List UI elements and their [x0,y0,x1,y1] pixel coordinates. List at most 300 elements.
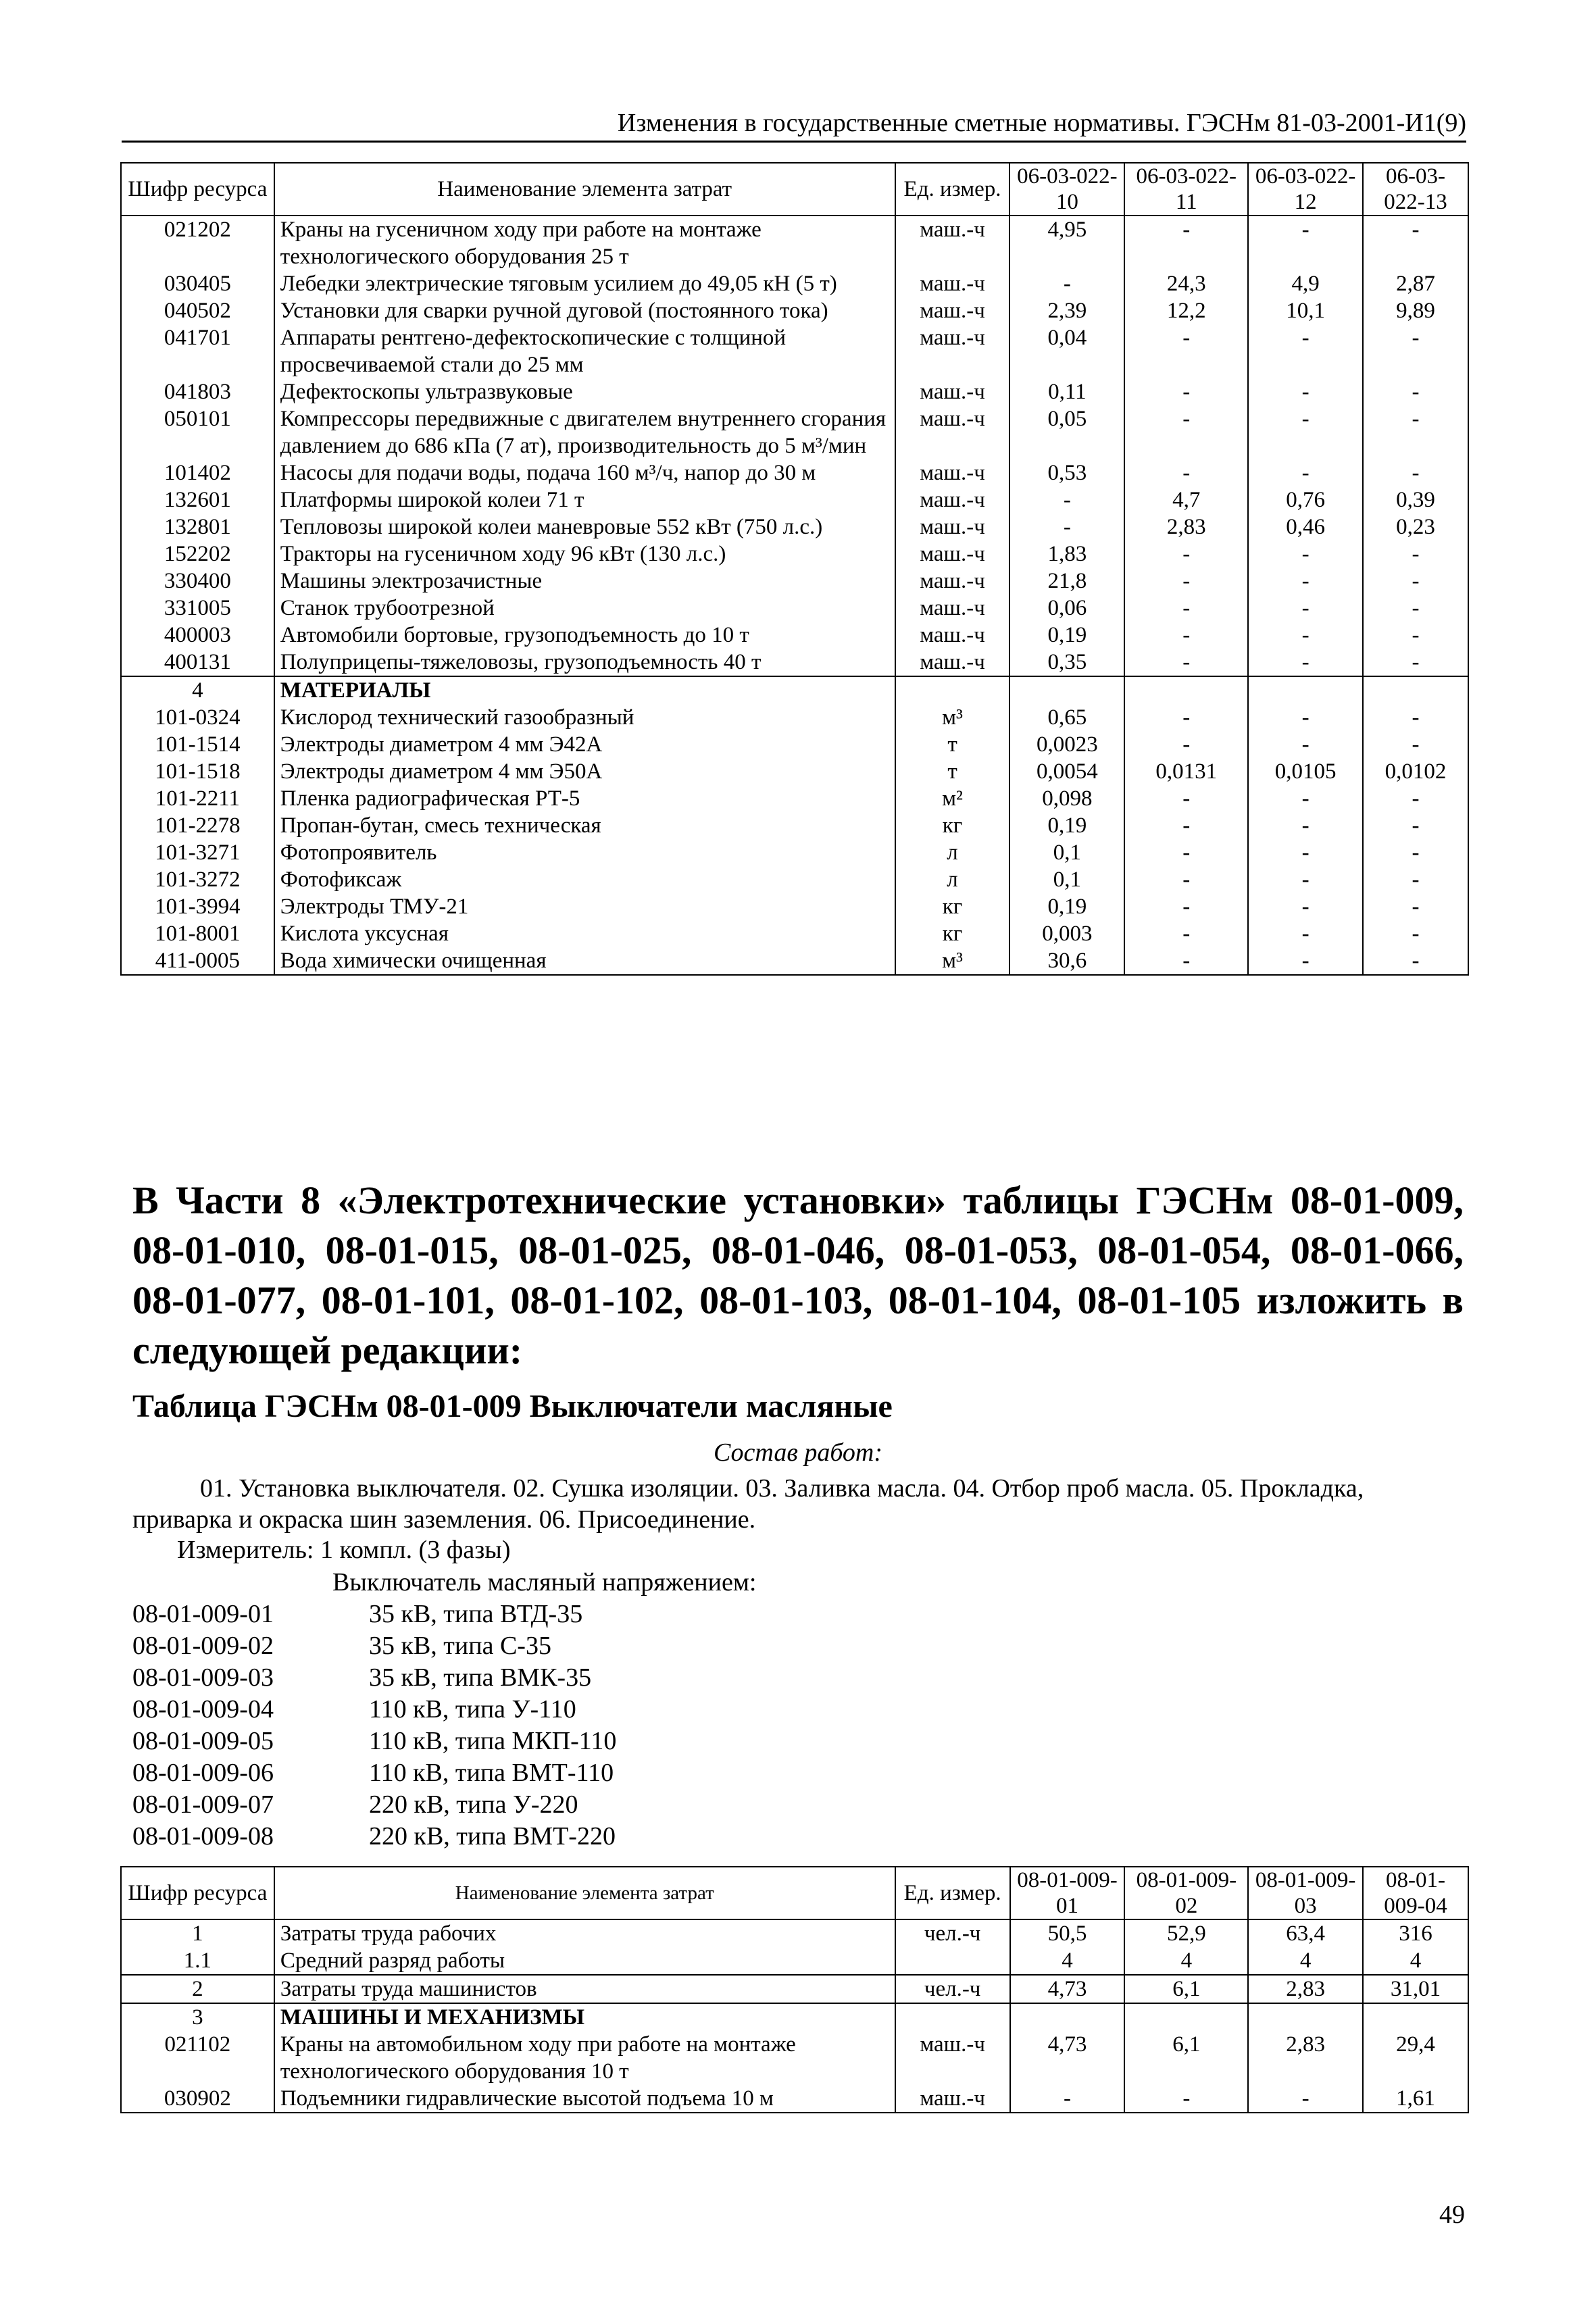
resource-table-08-01-009 [120,1866,1469,2113]
table-row [121,1947,1468,1975]
row-name: Машины электрозачистные [274,568,895,595]
row-unit: маш.-ч [895,2085,1010,2113]
variant-desc: 220 кВ, типа У-220 [369,1790,578,1819]
row-name: Фотофиксаж [274,866,895,893]
row-value-1: 1,83 [1009,540,1124,568]
row-name: Пленка радиографическая РТ-5 [274,785,895,812]
row-code: 4 [121,676,274,704]
resource-table-06-03-022 [120,162,1469,976]
list-item [132,1821,616,1853]
row-code: 1.1 [121,1947,274,1975]
row-value-3 [1248,676,1363,704]
row-code: 331005 [121,595,274,622]
row-code: 101-2278 [121,812,274,839]
row-code: 030405 [121,270,274,297]
col-norm-1-header: 06-03-022-10 [1009,163,1124,216]
row-code: 041803 [121,378,274,405]
row-unit: маш.-ч [895,622,1010,649]
row-value-1: 4,95 [1009,216,1124,270]
row-name: Подъемники гидравлические высотой подъема 10 м [274,2085,895,2113]
row-value-2 [1124,676,1248,704]
row-code: 132801 [121,513,274,540]
row-value-4: 2,87 [1363,270,1468,297]
col-norm-4-header: 08-01-009-04 [1363,1867,1468,1919]
row-value-2: - [1124,839,1248,866]
row-code: 101-1514 [121,731,274,758]
row-unit: маш.-ч [895,486,1010,513]
row-value-1: 0,06 [1009,595,1124,622]
row-value-4: - [1363,378,1468,405]
row-unit: кг [895,812,1010,839]
row-value-1: 0,35 [1009,649,1124,676]
row-value-4: - [1363,649,1468,676]
col-norm-3-header: 08-01-009-03 [1248,1867,1363,1919]
row-name: Установки для сварки ручной дуговой (постоянного тока) [274,297,895,324]
variant-code: 08-01-009-07 [132,1790,274,1819]
row-value-3: - [1248,595,1363,622]
row-value-3: - [1248,839,1363,866]
row-unit: маш.-ч [895,297,1010,324]
table-row [121,649,1468,676]
row-value-1: 21,8 [1009,568,1124,595]
row-value-4: - [1363,622,1468,649]
row-code: 3 [121,2003,274,2031]
table-row [121,459,1468,486]
row-value-1: - [1009,513,1124,540]
row-value-3: 63,4 [1248,1919,1363,1947]
row-value-1: 0,53 [1009,459,1124,486]
row-code: 040502 [121,297,274,324]
row-unit: маш.-ч [895,513,1010,540]
table-row [121,920,1468,947]
col-unit-header: Ед. измер. [895,1867,1010,1919]
row-code: 101-2211 [121,785,274,812]
row-value-2: - [1124,731,1248,758]
row-value-2: 52,9 [1124,1919,1248,1947]
row-name: Тракторы на гусеничном ходу 96 кВт (130 л.с.) [274,540,895,568]
row-unit: т [895,758,1010,785]
page-header [122,108,1466,143]
table-row [121,2003,1468,2031]
row-name: Полуприцепы-тяжеловозы, грузоподъемность 40 т [274,649,895,676]
row-value-2: - [1124,595,1248,622]
table-row [121,731,1468,758]
row-value-1: 0,65 [1009,704,1124,731]
col-name-header: Наименование элемента затрат [274,1867,895,1919]
table-row [121,676,1468,704]
row-code: 101-3994 [121,893,274,920]
row-code: 400003 [121,622,274,649]
row-name: Кислота уксусная [274,920,895,947]
table-row [121,405,1468,459]
row-value-3: 0,76 [1248,486,1363,513]
table-row [121,785,1468,812]
row-value-3: 0,46 [1248,513,1363,540]
row-code: 330400 [121,568,274,595]
row-value-1: 50,5 [1010,1919,1125,1947]
row-value-1: 30,6 [1009,947,1124,975]
list-item [132,1694,616,1726]
table-row [121,324,1468,378]
row-unit: чел.-ч [895,1919,1010,1947]
row-value-2: 6,1 [1124,2031,1248,2085]
variant-code: 08-01-009-04 [132,1695,274,1724]
row-value-1: - [1009,270,1124,297]
row-unit: маш.-ч [895,540,1010,568]
row-value-4: - [1363,812,1468,839]
table-row [121,866,1468,893]
col-code-header: Шифр ресурса [121,1867,274,1919]
row-name: Станок трубоотрезной [274,595,895,622]
row-value-4: - [1363,459,1468,486]
row-code: 041701 [121,324,274,378]
row-value-4: - [1363,216,1468,270]
row-value-1: 0,003 [1009,920,1124,947]
row-name: Электроды диаметром 4 мм Э42А [274,731,895,758]
row-value-3: 2,83 [1248,1975,1363,2003]
variant-code: 08-01-009-06 [132,1759,274,1787]
col-norm-2-header: 08-01-009-02 [1124,1867,1248,1919]
table-row [121,704,1468,731]
row-value-4: - [1363,595,1468,622]
meter-text: Измеритель: 1 компл. (3 фазы) [177,1536,511,1564]
variant-desc: 110 кВ, типа МКП-110 [369,1727,617,1755]
row-value-3: - [1248,704,1363,731]
row-value-3: 0,0105 [1248,758,1363,785]
row-unit: м² [895,785,1010,812]
row-code: 2 [121,1975,274,2003]
row-value-1 [1009,676,1124,704]
row-value-2: - [1124,947,1248,975]
col-norm-3-header: 06-03-022-12 [1248,163,1363,216]
table-row [121,378,1468,405]
row-value-1: 0,19 [1009,622,1124,649]
table-row [121,270,1468,297]
row-code: 132601 [121,486,274,513]
list-item [132,1662,616,1694]
row-value-4: - [1363,324,1468,378]
row-name: МАТЕРИАЛЫ [274,676,895,704]
row-value-4 [1363,2003,1468,2031]
table-header-row [121,163,1468,216]
row-value-2: - [1124,785,1248,812]
row-code: 050101 [121,405,274,459]
row-unit: м³ [895,704,1010,731]
row-unit: л [895,839,1010,866]
row-value-2: - [1124,866,1248,893]
row-value-1: 0,11 [1009,378,1124,405]
row-value-1: 0,1 [1009,839,1124,866]
row-code: 411-0005 [121,947,274,975]
row-value-3: - [1248,649,1363,676]
table-row [121,486,1468,513]
row-name: Вода химически очищенная [274,947,895,975]
row-unit: чел.-ч [895,1975,1010,2003]
row-unit: кг [895,920,1010,947]
variant-code: 08-01-009-05 [132,1727,274,1755]
variant-code: 08-01-009-01 [132,1600,274,1628]
row-name: МАШИНЫ И МЕХАНИЗМЫ [274,2003,895,2031]
row-value-2: - [1124,459,1248,486]
row-unit: маш.-ч [895,459,1010,486]
section-heading: В Части 8 «Электротехнические установки» таблицы ГЭСНм 08-01-009, 08-01-010, 08-01-015, 08-01-025, 08-01-046, 08-01-053, 08-01-054, 08-01-066, 08-01-077, 08-01-101, 08-01-102, 08-01-103, 08-01-104, 08-01-105 изложить в следующей редакции: [132,1178,1464,1372]
row-value-4: 0,39 [1363,486,1468,513]
row-value-3 [1248,2003,1363,2031]
row-value-2: - [1124,216,1248,270]
row-value-1: 0,19 [1009,812,1124,839]
row-name: Электроды ТМУ-21 [274,893,895,920]
table-row [121,1919,1468,1947]
col-code-header: Шифр ресурса [121,163,274,216]
row-unit: маш.-ч [895,2031,1010,2085]
table-row [121,839,1468,866]
row-value-3: - [1248,947,1363,975]
row-value-2: - [1124,704,1248,731]
row-value-2: 6,1 [1124,1975,1248,2003]
row-value-2: - [1124,324,1248,378]
table-row [121,297,1468,324]
row-value-1: 0,098 [1009,785,1124,812]
row-value-3: - [1248,785,1363,812]
row-name: Затраты труда рабочих [274,1919,895,1947]
table-title: Таблица ГЭСНм 08-01-009 Выключатели масляные [132,1388,893,1424]
row-value-4: 316 [1363,1919,1468,1947]
row-value-2: 24,3 [1124,270,1248,297]
row-value-3: - [1248,893,1363,920]
row-value-4: - [1363,893,1468,920]
table-header-row [121,1867,1468,1919]
row-name: Краны на автомобильном ходу при работе на монтаже технологического оборудования 10 т [274,2031,895,2085]
table-row [121,812,1468,839]
row-value-4: 31,01 [1363,1975,1468,2003]
row-value-4: - [1363,920,1468,947]
row-value-4: 0,0102 [1363,758,1468,785]
row-value-4: - [1363,704,1468,731]
table-row [121,568,1468,595]
row-value-4: 29,4 [1363,2031,1468,2085]
page-number: 49 [1439,2200,1465,2229]
row-value-1: 4,73 [1010,2031,1125,2085]
row-value-3: 2,83 [1248,2031,1363,2085]
row-unit: маш.-ч [895,568,1010,595]
row-value-3: - [1248,622,1363,649]
row-unit: маш.-ч [895,405,1010,459]
composition-label: Состав работ: [713,1438,883,1467]
table-row [121,1975,1468,2003]
col-name-header: Наименование элемента затрат [274,163,895,216]
row-value-1: 4 [1010,1947,1125,1975]
row-unit [895,676,1010,704]
row-value-4: 0,23 [1363,513,1468,540]
row-value-3: - [1248,459,1363,486]
row-value-2: - [1124,378,1248,405]
row-value-4: - [1363,731,1468,758]
row-value-4: 1,61 [1363,2085,1468,2113]
row-unit: т [895,731,1010,758]
row-value-3: - [1248,378,1363,405]
variant-code: 08-01-009-03 [132,1663,274,1692]
table-row [121,2085,1468,2113]
table-row [121,216,1468,270]
row-value-1: 2,39 [1009,297,1124,324]
row-name: Дефектоскопы ультразвуковые [274,378,895,405]
col-norm-4-header: 06-03-022-13 [1363,163,1468,216]
row-value-1: - [1010,2085,1125,2113]
row-value-2: - [1124,812,1248,839]
row-code: 030902 [121,2085,274,2113]
col-norm-2-header: 06-03-022-11 [1124,163,1248,216]
row-value-4: - [1363,866,1468,893]
list-item [132,1599,616,1630]
row-unit: маш.-ч [895,378,1010,405]
header-text: Изменения в государственные сметные нормативы. ГЭСНм 81-03-2001-И1(9) [617,109,1466,137]
row-value-1 [1010,2003,1125,2031]
row-unit: кг [895,893,1010,920]
variant-desc: 110 кВ, типа У-110 [369,1695,576,1724]
row-name: Тепловозы широкой колеи маневровые 552 кВт (750 л.с.) [274,513,895,540]
row-value-4: 4 [1363,1947,1468,1975]
row-value-2: - [1124,540,1248,568]
row-name: Автомобили бортовые, грузоподъемность до 10 т [274,622,895,649]
row-value-2: - [1124,893,1248,920]
row-name: Компрессоры передвижные с двигателем внутреннего сгорания давлением до 686 кПа (7 ат), производительность до 5 м³/мин [274,405,895,459]
row-value-1: 0,1 [1009,866,1124,893]
list-item [132,1757,616,1789]
row-value-4: - [1363,839,1468,866]
row-value-4: 9,89 [1363,297,1468,324]
row-value-3: 4 [1248,1947,1363,1975]
row-code: 152202 [121,540,274,568]
row-name: Краны на гусеничном ходу при работе на монтаже технологического оборудования 25 т [274,216,895,270]
row-value-1: 0,19 [1009,893,1124,920]
row-value-2: 2,83 [1124,513,1248,540]
row-name: Насосы для подачи воды, подача 160 м³/ч, напор до 30 м [274,459,895,486]
row-unit: маш.-ч [895,324,1010,378]
row-code: 101-8001 [121,920,274,947]
col-norm-1-header: 08-01-009-01 [1010,1867,1125,1919]
work-composition-text: 01. Установка выключателя. 02. Сушка изоляции. 03. Заливка масла. 04. Отбор проб масла. 05. Прокладка, приварка и окраска шин заземления. 06. Присоединение. [132,1474,1364,1534]
row-code: 021102 [121,2031,274,2085]
row-value-1: - [1009,486,1124,513]
row-name: Кислород технический газообразный [274,704,895,731]
row-value-4: - [1363,568,1468,595]
table-row [121,595,1468,622]
table-body [121,216,1468,975]
variants-title: Выключатель масляный напряжением: [332,1568,757,1596]
row-value-3: - [1248,216,1363,270]
row-name: Платформы широкой колеи 71 т [274,486,895,513]
variant-code: 08-01-009-08 [132,1822,274,1851]
table-row [121,2031,1468,2085]
row-value-3: - [1248,866,1363,893]
row-name: Пропан-бутан, смесь техническая [274,812,895,839]
row-unit: маш.-ч [895,649,1010,676]
table-row [121,622,1468,649]
row-value-3: - [1248,731,1363,758]
row-value-1: 0,0023 [1009,731,1124,758]
table-row [121,513,1468,540]
variant-code: 08-01-009-02 [132,1632,274,1660]
row-unit: маш.-ч [895,270,1010,297]
row-unit: м³ [895,947,1010,975]
variant-desc: 110 кВ, типа ВМТ-110 [369,1759,614,1787]
row-code: 400131 [121,649,274,676]
variant-desc: 35 кВ, типа С-35 [369,1632,551,1660]
row-value-2: - [1124,920,1248,947]
row-value-2: 0,0131 [1124,758,1248,785]
col-unit-header: Ед. измер. [895,163,1010,216]
row-value-2: - [1124,622,1248,649]
row-value-3: - [1248,568,1363,595]
table-row [121,540,1468,568]
row-value-3: - [1248,324,1363,378]
row-value-1: 0,0054 [1009,758,1124,785]
row-code: 101-1518 [121,758,274,785]
variant-desc: 220 кВ, типа ВМТ-220 [369,1822,616,1851]
list-item [132,1726,616,1757]
row-value-4: - [1363,947,1468,975]
table-row [121,758,1468,785]
row-value-3: - [1248,812,1363,839]
row-code: 021202 [121,216,274,270]
row-unit: л [895,866,1010,893]
list-item [132,1630,616,1662]
variant-desc: 35 кВ, типа ВМК-35 [369,1663,592,1692]
row-value-4: - [1363,405,1468,459]
row-value-2: 12,2 [1124,297,1248,324]
row-code: 101-0324 [121,704,274,731]
row-name: Средний разряд работы [274,1947,895,1975]
row-name: Лебедки электрические тяговым усилием до 49,05 кН (5 т) [274,270,895,297]
row-value-2 [1124,2003,1248,2031]
row-code: 101-3271 [121,839,274,866]
row-name: Затраты труда машинистов [274,1975,895,2003]
row-value-3: 4,9 [1248,270,1363,297]
table-row [121,947,1468,975]
row-value-3: 10,1 [1248,297,1363,324]
row-value-2: - [1124,405,1248,459]
row-value-1: 4,73 [1010,1975,1125,2003]
variants-list [132,1599,616,1853]
row-value-2: - [1124,2085,1248,2113]
variant-desc: 35 кВ, типа ВТД-35 [369,1600,583,1628]
row-value-3: - [1248,2085,1363,2113]
row-value-3: - [1248,540,1363,568]
row-value-2: - [1124,568,1248,595]
row-value-1: 0,05 [1009,405,1124,459]
row-code: 101-3272 [121,866,274,893]
table-body [121,1919,1468,2113]
row-value-2: 4,7 [1124,486,1248,513]
row-name: Электроды диаметром 4 мм Э50А [274,758,895,785]
row-value-4: - [1363,785,1468,812]
row-value-3: - [1248,405,1363,459]
row-unit: маш.-ч [895,595,1010,622]
row-unit [895,2003,1010,2031]
row-value-2: - [1124,649,1248,676]
row-value-1: 0,04 [1009,324,1124,378]
row-name: Фотопроявитель [274,839,895,866]
table-row [121,893,1468,920]
row-value-4 [1363,676,1468,704]
list-item [132,1789,616,1821]
row-value-3: - [1248,920,1363,947]
row-code: 101402 [121,459,274,486]
row-value-2: 4 [1124,1947,1248,1975]
row-unit: маш.-ч [895,216,1010,270]
row-value-4: - [1363,540,1468,568]
row-code: 1 [121,1919,274,1947]
